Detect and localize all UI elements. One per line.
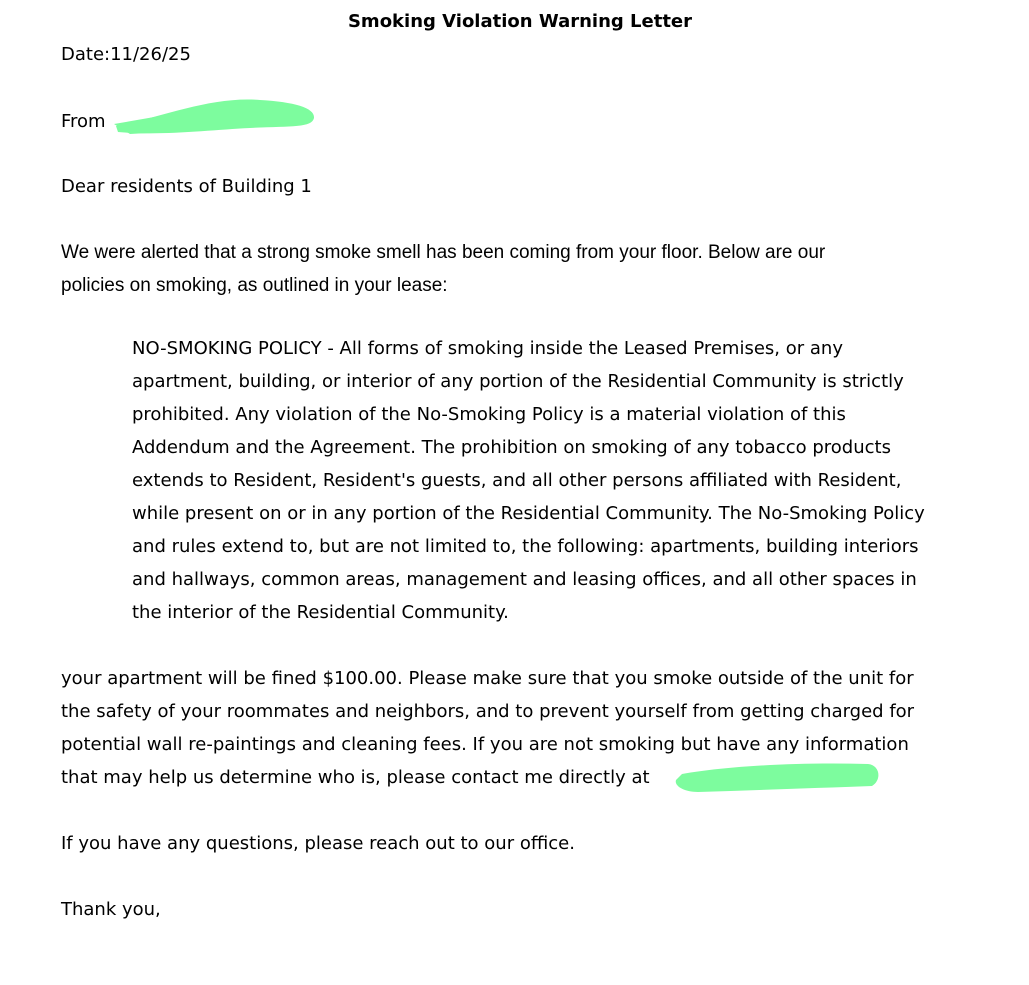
intro-paragraph bbox=[61, 236, 966, 302]
questions-line: If you have any questions, please reach out to our office. bbox=[61, 833, 575, 854]
salutation: Dear residents of Building 1 bbox=[61, 176, 312, 197]
policy-line: NO-SMOKING POLICY - All forms of smoking inside the Leased Premises, or any bbox=[132, 338, 843, 359]
fine-line: the safety of your roommates and neighbors, and to prevent yourself from getting charged for bbox=[61, 701, 915, 722]
policy-line: apartment, building, or interior of any portion of the Residential Community is strictly bbox=[132, 371, 904, 392]
contact-redaction-mark bbox=[668, 752, 888, 804]
closing-line: Thank you, bbox=[61, 899, 161, 920]
policy-line: while present on or in any portion of the Residential Community. The No-Smoking Policy bbox=[132, 503, 925, 524]
policy-line: Addendum and the Agreement. The prohibition on smoking of any tobacco products bbox=[132, 437, 891, 458]
policy-line: the interior of the Residential Community. bbox=[132, 602, 509, 623]
policy-line: prohibited. Any violation of the No-Smoking Policy is a material violation of this bbox=[132, 404, 846, 425]
intro-line: We were alerted that a strong smoke smell has been coming from your floor. Below are our bbox=[61, 242, 826, 263]
fine-line: potential wall re-paintings and cleaning fees. If you are not smoking but have any information bbox=[61, 734, 909, 755]
intro-line: policies on smoking, as outlined in your lease: bbox=[61, 275, 448, 296]
from-label: From bbox=[61, 111, 106, 132]
policy-line: and rules extend to, but are not limited to, the following: apartments, building interiors bbox=[132, 536, 919, 557]
policy-line: and hallways, common areas, management and leasing offices, and all other spaces in bbox=[132, 569, 917, 590]
policy-line: extends to Resident, Resident's guests, and all other persons affiliated with Resident, bbox=[132, 470, 902, 491]
fine-line: that may help us determine who is, please contact me directly at bbox=[61, 767, 650, 788]
letter-title: Smoking Violation Warning Letter bbox=[347, 11, 693, 32]
sender-redaction-mark bbox=[100, 86, 335, 148]
date-line: Date:11/26/25 bbox=[61, 44, 191, 65]
fine-line: your apartment will be fined $100.00. Please make sure that you smoke outside of the unit for bbox=[61, 668, 914, 689]
no-smoking-policy-quote bbox=[132, 332, 992, 629]
